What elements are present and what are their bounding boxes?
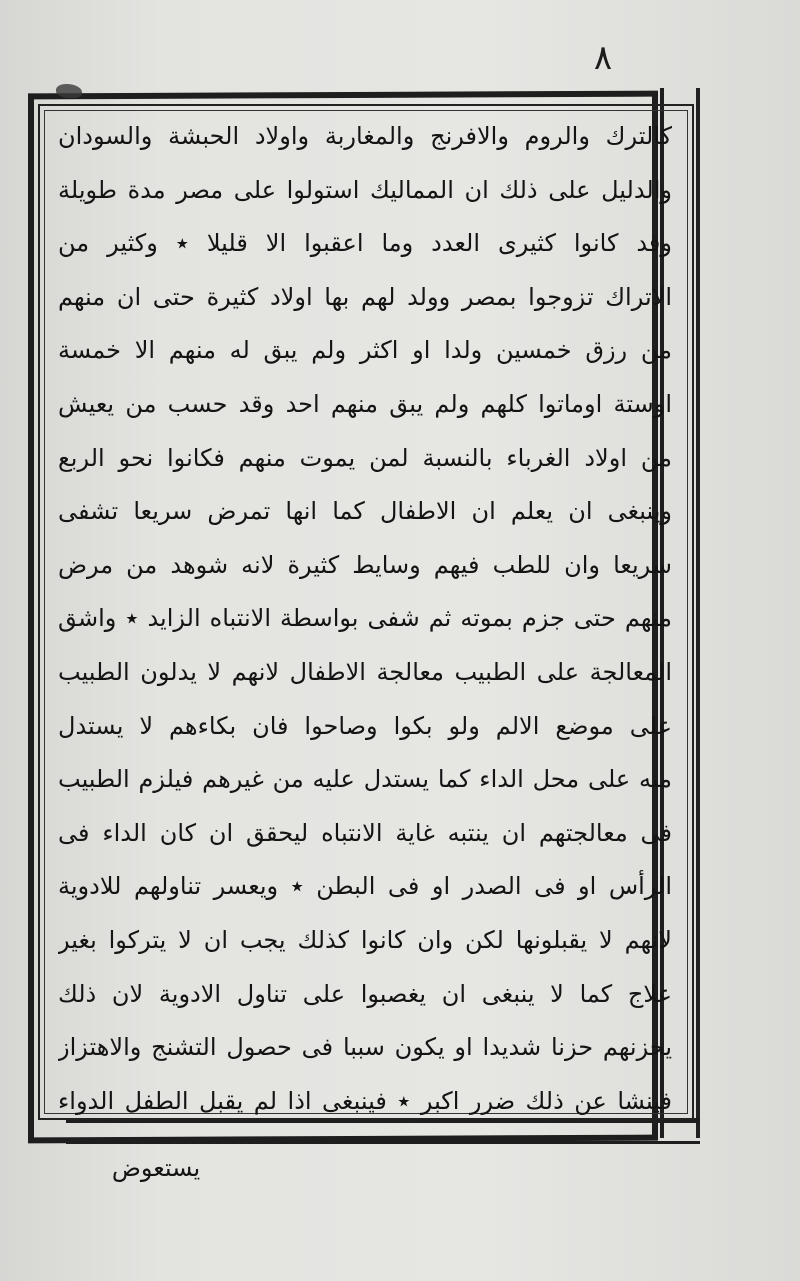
text-line: فى معالجتهم ان ينتبه غاية الانتباه ليحقق ان كان الداء فى (58, 818, 672, 847)
text-line: سريعا وان للطب فيهم وسايط كثيرة لانه شوهد من مرض (58, 550, 672, 579)
catchword: يستعوض (111, 1154, 201, 1182)
text-line: علاج كما لا ينبغى ان يغصبوا على تناول الادوية لان ذلك (58, 979, 672, 1008)
page-number: ٨ (593, 38, 613, 78)
text-line: يحزنهم حزنا شديدا او يكون سببا فى حصول التشنج والاهتزاز (58, 1033, 672, 1062)
body-text (58, 110, 672, 1128)
text-line: من اولاد الغرباء بالنسبة لمن يموت منهم فكانوا نحو الربع (58, 443, 672, 472)
text-line: كالترك والروم والافرنج والمغاربة واولاد الحبشة والسودان (58, 122, 672, 150)
text-line: وينبغى ان يعلم ان الاطفال كما انها تمرض سريعا تشفى (58, 497, 672, 526)
text-line: الاتراك تزوجوا بمصر وولد لهم بها اولاد كثيرة حتى ان منهم (58, 282, 672, 311)
text-line: الرأس او فى الصدر او فى البطن ٭ ويعسر تناولهم للادوية (58, 872, 672, 901)
text-line: المعالجة على الطبيب معالجة الاطفال لانهم لا يدلون الطبيب (58, 657, 672, 686)
text-line: فينشا عن ذلك ضرر اكبر ٭ فينبغى اذا لم يقبل الطفل الدواء (58, 1086, 672, 1115)
text-line: وقد كانوا كثيرى العدد وما اعقبوا الا قليلا ٭ وكثير من (58, 229, 672, 258)
text-line: على موضع الالم ولو بكوا وصاحوا فان بكاءهم لا يستدل (58, 711, 672, 740)
text-line: والدليل على ذلك ان المماليك استولوا على مصر مدة طويلة (58, 175, 672, 204)
text-line: اوستة اوماتوا كلهم ولم يبق منهم احد وقد حسب من يعيش (58, 389, 672, 418)
text-line: منهم حتى جزم بموته ثم شفى بواسطة الانتباه الزايد ٭ واشق (58, 604, 672, 633)
text-line: من رزق خمسين ولدا او اكثر ولم يبق له منهم الا خمسة (58, 336, 672, 365)
text-line: لانهم لا يقبلونها لكن وان كانوا كذلك يجب ان لا يتركوا بغير (58, 925, 672, 954)
ink-blot (56, 84, 82, 98)
text-line: منه على محل الداء كما يستدل عليه من غيرهم فيلزم الطبيب (58, 765, 672, 794)
